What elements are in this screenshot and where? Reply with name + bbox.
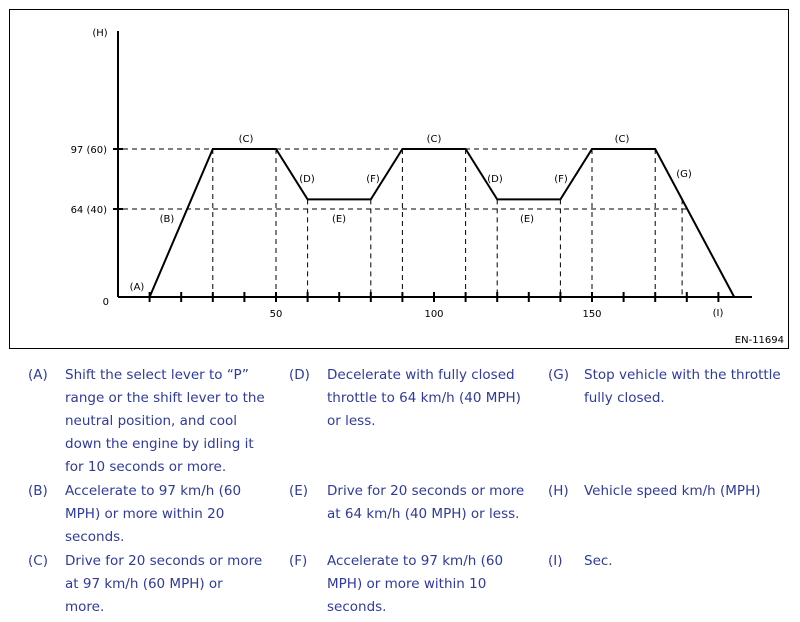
- legend-text-line: Drive for 20 seconds or more: [65, 553, 263, 569]
- y-zero-label: 0: [102, 297, 109, 308]
- legend-text-line: Sec.: [584, 553, 613, 569]
- legend-text-line: seconds.: [65, 529, 125, 545]
- legend-text-line: Vehicle speed km/h (MPH): [584, 483, 761, 499]
- phase-label-f2: (F): [554, 174, 568, 185]
- legend-key: (C): [28, 553, 48, 569]
- x-tick-100-label: 100: [424, 309, 444, 320]
- speed-profile-line: [150, 149, 735, 297]
- phase-label-c3: (C): [614, 134, 630, 145]
- legend-key: (E): [289, 483, 309, 499]
- phase-label-g: (G): [676, 169, 692, 180]
- legend-text-line: MPH) or more within 10: [327, 576, 487, 592]
- legend-text-line: down the engine by idling it: [65, 436, 254, 452]
- phase-label-d1: (D): [299, 174, 315, 185]
- x-tick-50-label: 50: [269, 309, 283, 320]
- phase-label-c1: (C): [238, 134, 254, 145]
- legend-text-line: at 64 km/h (40 MPH) or less.: [327, 506, 520, 522]
- legend-text-line: MPH) or more within 20: [65, 506, 225, 522]
- legend-text-line: neutral position, and cool: [65, 413, 238, 429]
- y-tick-64-label: 64 (40): [70, 205, 107, 216]
- y-axis-label: (H): [92, 28, 108, 39]
- legend-text-line: Decelerate with fully closed: [327, 367, 515, 383]
- x-tick-150-label: 150: [582, 309, 602, 320]
- legend-text-line: Accelerate to 97 km/h (60: [65, 483, 242, 499]
- phase-label-b: (B): [159, 214, 175, 225]
- legend-key: (D): [289, 367, 310, 383]
- legend-key: (B): [28, 483, 48, 499]
- figure-frame: [9, 9, 789, 349]
- legend-text-line: Accelerate to 97 km/h (60: [327, 553, 504, 569]
- figure-id: EN-11694: [734, 335, 784, 346]
- legend-key: (A): [28, 367, 48, 383]
- legend-text-line: for 10 seconds or more.: [65, 459, 227, 475]
- legend-text-line: throttle to 64 km/h (40 MPH): [327, 390, 521, 406]
- speed-time-diagram: [10, 10, 790, 350]
- legend-key: (I): [548, 553, 563, 569]
- legend-text-line: or less.: [327, 413, 376, 429]
- x-axis-label: (I): [712, 308, 724, 319]
- legend-key: (G): [548, 367, 569, 383]
- phase-label-e2: (E): [519, 214, 535, 225]
- phase-label-d2: (D): [487, 174, 503, 185]
- phase-label-c2: (C): [426, 134, 442, 145]
- legend-text-line: Shift the select lever to “P”: [65, 367, 249, 383]
- legend-text-line: Drive for 20 seconds or more: [327, 483, 525, 499]
- legend-text-line: Stop vehicle with the throttle: [584, 367, 781, 383]
- legend-text-line: more.: [65, 599, 105, 615]
- legend-text-line: range or the shift lever to the: [65, 390, 265, 406]
- y-tick-97-label: 97 (60): [70, 145, 107, 156]
- legend-text-line: fully closed.: [584, 390, 665, 406]
- legend-key: (H): [548, 483, 569, 499]
- legend-text-line: at 97 km/h (60 MPH) or: [65, 576, 223, 592]
- legend-key: (F): [289, 553, 308, 569]
- phase-label-e1: (E): [331, 214, 347, 225]
- vertical-guides: [213, 149, 682, 297]
- legend-text-line: seconds.: [327, 599, 387, 615]
- phase-label-f1: (F): [366, 174, 380, 185]
- phase-label-a: (A): [129, 282, 145, 293]
